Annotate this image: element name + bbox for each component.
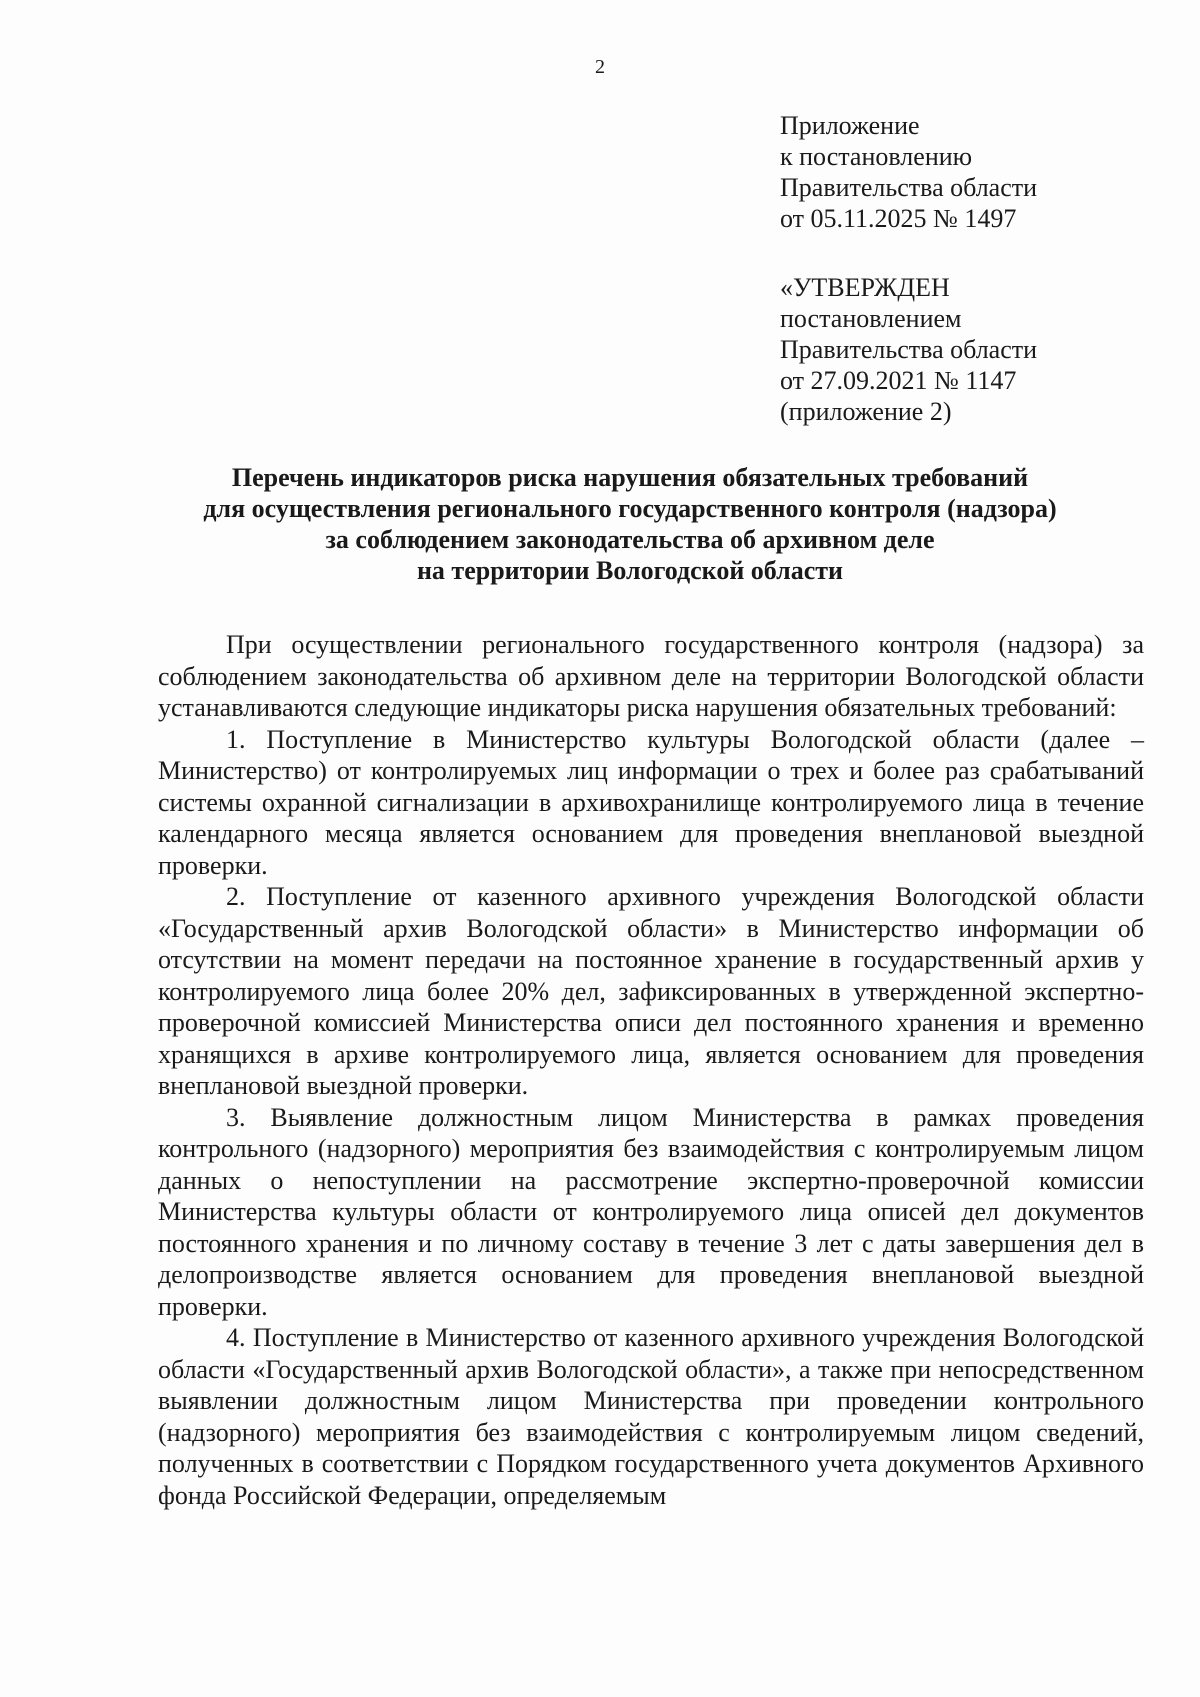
document-body bbox=[158, 629, 1144, 1511]
approved-line: «УТВЕРЖДЕН bbox=[780, 273, 950, 302]
title-line: для осуществления регионального государственного контроля (надзора) bbox=[203, 494, 1057, 523]
list-item: 4. Поступление в Министерство от казенного архивного учреждения Вологодской области «Государственный архив Вологодской области», а также при непосредственном выявлении должностным лицом Министерства при проведении контрольного (надзорного) мероприятия без взаимодействия с контролируемым лицом сведений, полученных в соответствии с Порядком государственного учета документов Архивного фонда Российской Федерации, определяемым bbox=[158, 1323, 1144, 1510]
approved-line: от 27.09.2021 № 1147 bbox=[780, 366, 1017, 395]
appendix-block bbox=[780, 110, 1160, 234]
title-line: за соблюдением законодательства об архивном деле bbox=[325, 525, 935, 554]
title-line: на территории Вологодской области bbox=[416, 556, 844, 585]
appendix-line: к постановлению bbox=[780, 142, 973, 171]
approved-line: постановлением bbox=[780, 304, 962, 333]
appendix-line: от 05.11.2025 № 1497 bbox=[780, 204, 1017, 233]
approved-block bbox=[780, 272, 1160, 427]
list-item: 3. Выявление должностным лицом Министерства в рамках проведения контрольного (надзорного) мероприятия без взаимодействия с контролируемым лицом данных о непоступлении на рассмотрение экспертно-проверочной комиссии Министерства культуры области от контролируемого лица описей дел документов постоянного хранения и по личному составу в течение 3 лет с даты завершения дел в делопроизводстве является основанием для проведения внеплановой выездной проверки. bbox=[158, 1102, 1144, 1321]
appendix-line: Приложение bbox=[780, 111, 920, 140]
list-item: 1. Поступление в Министерство культуры Вологодской области (далее – Министерство) от контролируемых лиц информации о трех и более раз срабатываний системы охранной сигнализации в архивохранилище контролируемого лица в течение календарного месяца является основанием для проведения внеплановой выездной проверки. bbox=[158, 724, 1144, 880]
appendix-line: Правительства области bbox=[780, 173, 1038, 202]
document-title bbox=[130, 462, 1130, 586]
approved-line: (приложение 2) bbox=[780, 397, 952, 426]
approved-line: Правительства области bbox=[780, 335, 1038, 364]
page-number: 2 bbox=[595, 56, 605, 78]
intro-paragraph: При осуществлении регионального государственного контроля (надзора) за соблюдением законодательства об архивном деле на территории Вологодской области устанавливаются следующие индикаторы риска нарушения обязательных требований: bbox=[158, 630, 1144, 722]
list-item: 2. Поступление от казенного архивного учреждения Вологодской области «Государственный архив Вологодской области» в Министерство информации об отсутствии на момент передачи на постоянное хранение в государственный архив у контролируемого лица более 20% дел, зафиксированных в утвержденной экспертно-проверочной комиссией Министерства описи дел постоянного хранения и временно хранящихся в архиве контролируемого лица, является основанием для проведения внеплановой выездной проверки. bbox=[158, 882, 1144, 1100]
title-line: Перечень индикаторов риска нарушения обязательных требований bbox=[231, 463, 1029, 492]
